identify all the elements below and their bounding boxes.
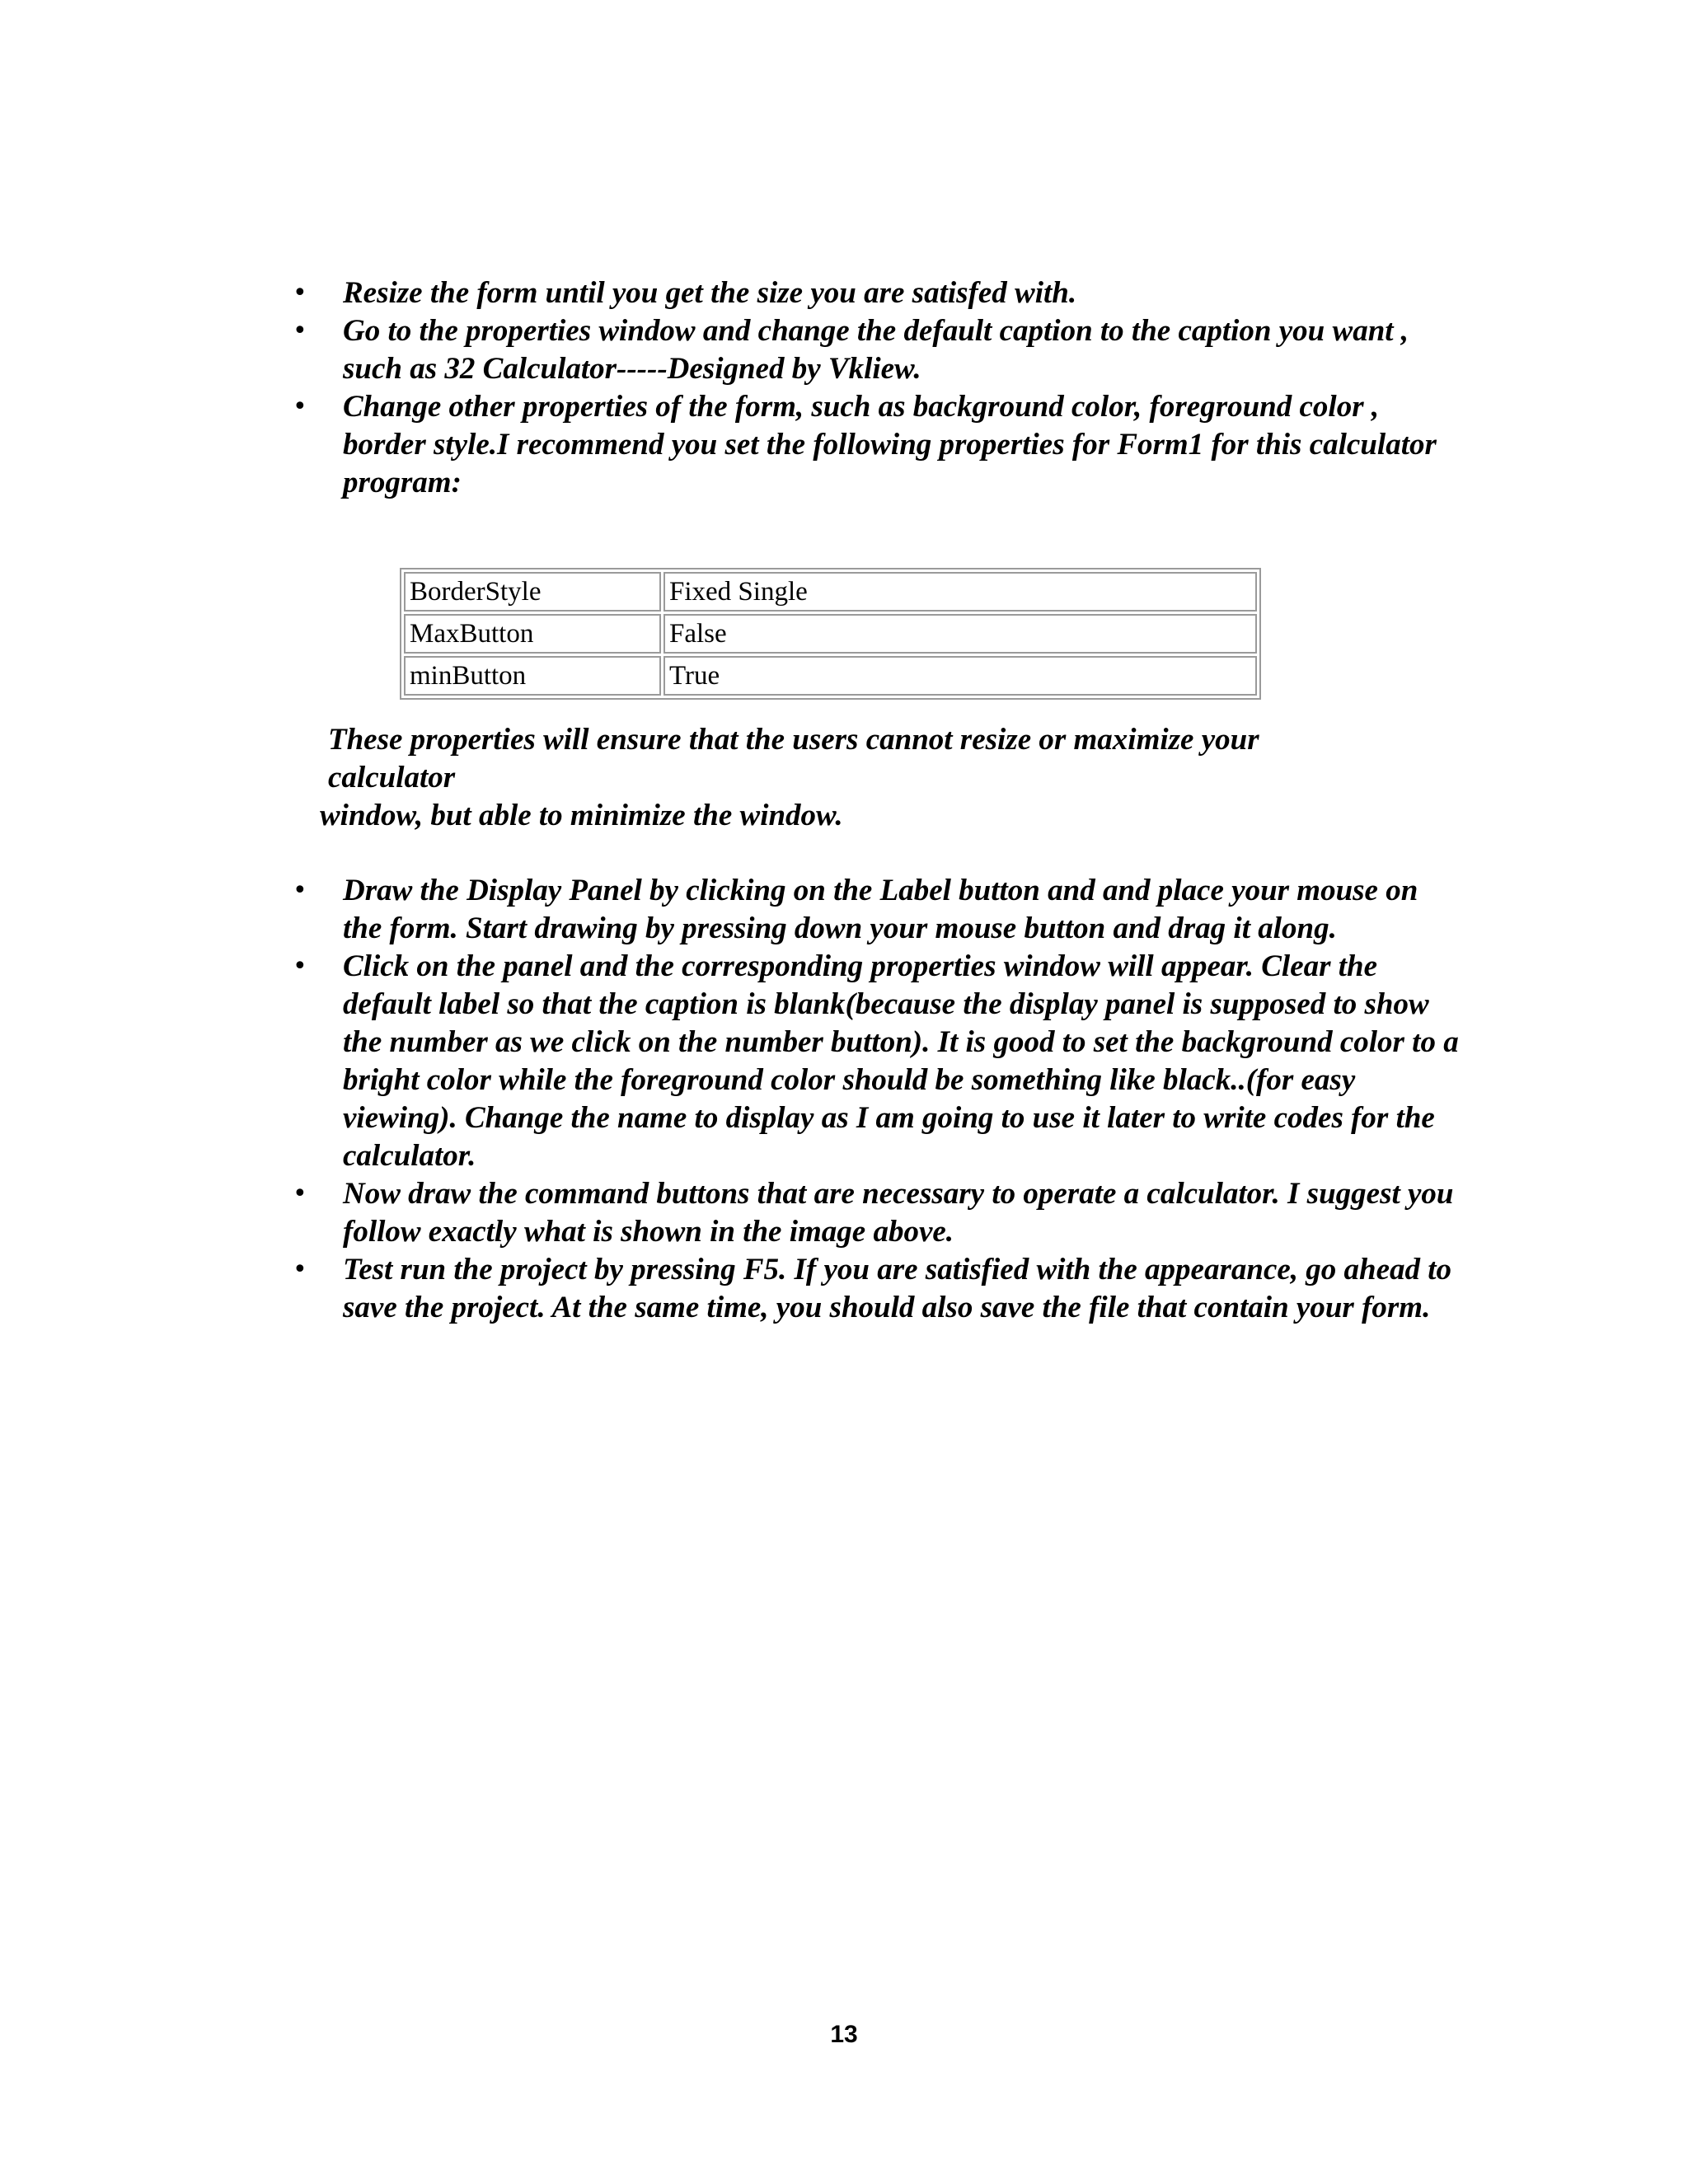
instruction-list-bottom bbox=[288, 872, 1459, 1327]
note-line: window, but able to minimize the window. bbox=[320, 799, 843, 832]
page-number: 13 bbox=[830, 2021, 858, 2048]
list-item-text: Resize the form until you get the size you are satisfed with. bbox=[343, 276, 1077, 310]
property-value-cell: True bbox=[663, 656, 1257, 696]
list-item-text: Change other properties of the form, such as background color, foreground color , border style.I recommend you set the following properties for Form1 for this calculator program: bbox=[343, 390, 1437, 499]
list-item bbox=[288, 872, 1459, 948]
properties-table bbox=[400, 568, 1261, 700]
bullet-icon: • bbox=[293, 952, 307, 981]
note-line: calculator bbox=[328, 761, 456, 794]
list-item-text: Draw the Display Panel by clicking on the Label button and and place your mouse on the form. Start drawing by pressing down your mouse button and drag it along. bbox=[343, 874, 1418, 945]
list-item bbox=[288, 1251, 1459, 1327]
bullet-icon: • bbox=[293, 1255, 307, 1284]
bullet-icon: • bbox=[293, 1179, 307, 1208]
property-name-cell: MaxButton bbox=[404, 614, 661, 654]
instruction-list-top bbox=[288, 274, 1459, 502]
property-value-cell: Fixed Single bbox=[663, 572, 1257, 612]
bullet-icon: • bbox=[293, 279, 307, 307]
table-row bbox=[404, 614, 1257, 654]
list-item bbox=[288, 312, 1459, 388]
table-row bbox=[404, 656, 1257, 696]
list-item bbox=[288, 388, 1459, 502]
property-name-cell: minButton bbox=[404, 656, 661, 696]
list-item-text: Go to the properties window and change the default caption to the caption you want , such as 32 Calculator-----Designed by Vkliew. bbox=[343, 314, 1409, 386]
list-item-text: Click on the panel and the corresponding properties window will appear. Clear the default label so that the caption is blank(because the display panel is supposed to show the number as we click on the number button). It is good to set the background color to a bright color while the foreground color should be something like black..(for easy viewing). Change the name to display as I am going to use it later to write codes for the calculator. bbox=[343, 949, 1459, 1173]
property-name-cell: BorderStyle bbox=[404, 572, 661, 612]
list-item bbox=[288, 274, 1459, 312]
list-item-text: Test run the project by pressing F5. If you are satisfied with the appearance, go ahead to save the project. At the same time, you should also save the file that contain your form. bbox=[343, 1253, 1452, 1324]
bullet-icon: • bbox=[293, 876, 307, 905]
list-item bbox=[288, 1175, 1459, 1251]
bullet-icon: • bbox=[293, 392, 307, 421]
list-item-text: Now draw the command buttons that are necessary to operate a calculator. I suggest you follow exactly what is shown in the image above. bbox=[343, 1177, 1454, 1249]
list-item bbox=[288, 948, 1459, 1175]
property-value-cell: False bbox=[663, 614, 1257, 654]
note-line: These properties will ensure that the users cannot resize or maximize your bbox=[328, 723, 1259, 757]
table-row bbox=[404, 572, 1257, 612]
bullet-icon: • bbox=[293, 316, 307, 345]
